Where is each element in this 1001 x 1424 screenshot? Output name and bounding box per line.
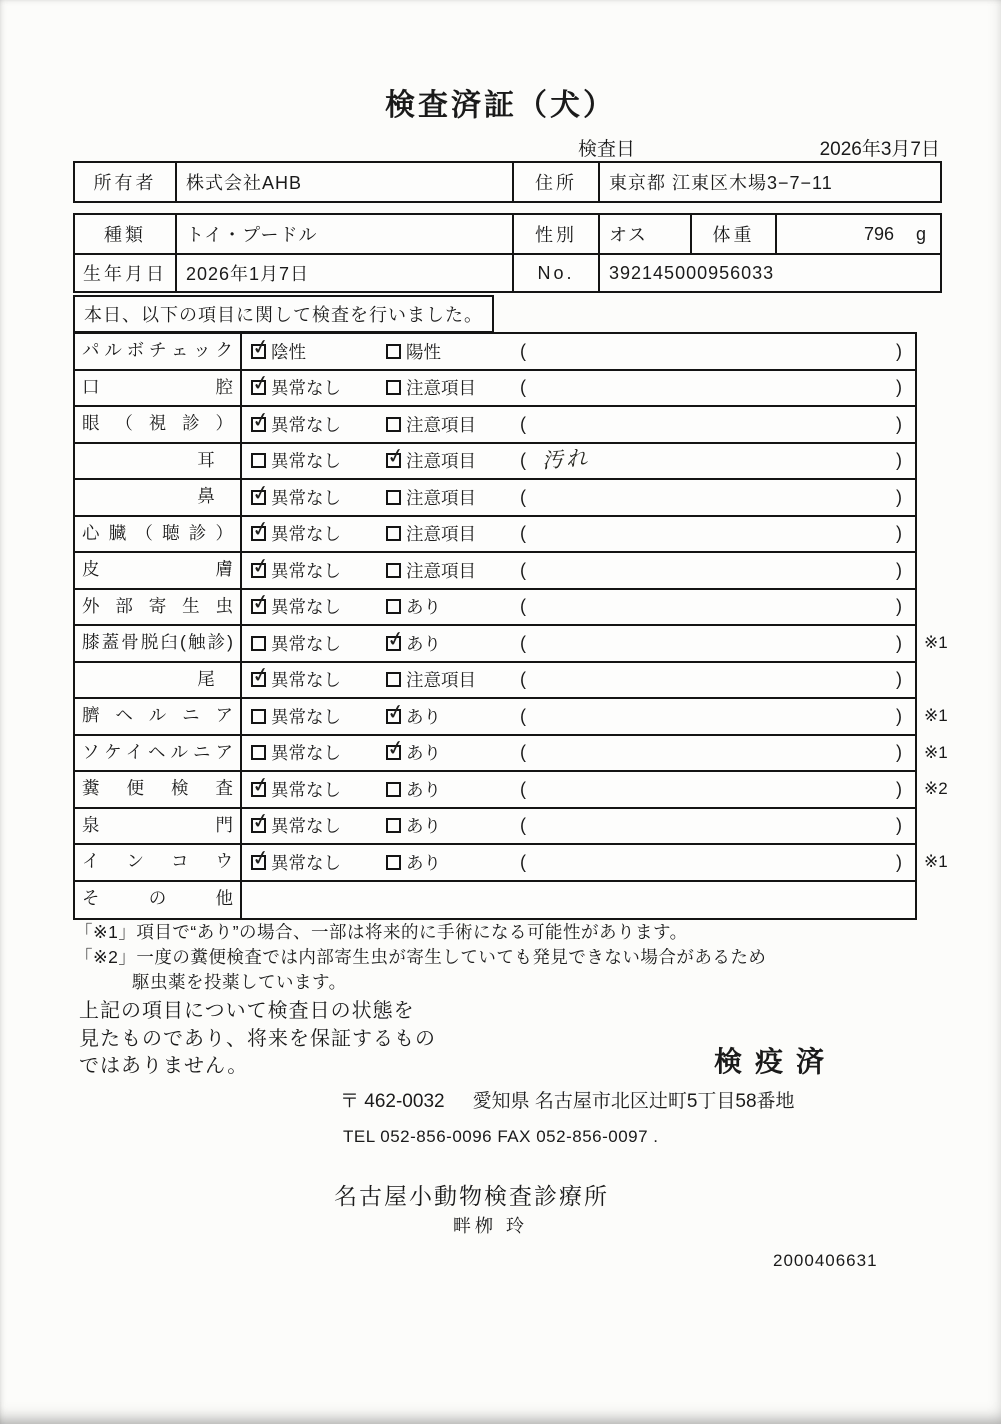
examiner-name: 畔栁 玲 — [453, 1216, 529, 1236]
item-label: 尾 — [75, 663, 242, 698]
note-cell — [512, 590, 915, 625]
disclaimer-line2: 見たものであり、将来を保証するもの — [79, 1027, 436, 1050]
check-mark-icon: ✓ — [250, 480, 272, 507]
weight-label: 体重 — [692, 215, 777, 253]
checkbox — [385, 443, 407, 470]
weight-unit: g — [915, 223, 926, 244]
checkbox — [386, 380, 401, 395]
close-paren-icon: ) — [896, 340, 902, 361]
checkbox — [250, 370, 272, 397]
footnotes-block — [75, 920, 766, 995]
weight-value: 796 — [863, 223, 894, 244]
checkbox — [385, 626, 407, 653]
option-2 — [377, 517, 512, 552]
disclaimer-line1: 上記の項目について検査日の状態を — [79, 1000, 415, 1022]
option-label: 異常なし — [271, 597, 341, 618]
option-1 — [242, 480, 377, 515]
option-label: 異常なし — [271, 670, 341, 691]
checkbox — [385, 699, 407, 726]
note-cell — [512, 480, 915, 515]
inspection-row — [75, 882, 915, 919]
check-mark-icon: ✓ — [250, 370, 272, 397]
close-paren-icon: ) — [896, 669, 902, 690]
quarantine-stamp: 検疫済 — [714, 1046, 838, 1077]
checkbox — [250, 334, 272, 361]
owner-value: 株式会社AHB — [177, 163, 514, 201]
item-label: パルボチェック — [75, 334, 242, 369]
check-mark-icon: ✓ — [250, 772, 272, 799]
item-label: 臍ヘルニア — [75, 699, 242, 734]
option-1 — [242, 845, 377, 880]
sex-value: オス — [600, 215, 692, 253]
footnote-marker: ※1 — [924, 706, 948, 726]
option-1 — [242, 444, 377, 479]
inspection-row — [75, 444, 915, 481]
option-2 — [377, 845, 512, 880]
option-label: 陰性 — [271, 341, 306, 362]
option-label: 異常なし — [271, 816, 341, 837]
item-label: インコウ — [75, 845, 242, 880]
option-label: 注意項目 — [406, 670, 476, 691]
checkbox — [386, 782, 401, 797]
note-cell — [512, 845, 915, 880]
checkbox — [251, 453, 266, 468]
clinic-address: 愛知県 名古屋市北区辻町5丁目58番地 — [472, 1091, 795, 1112]
owner-table — [73, 161, 942, 203]
option-label: 注意項目 — [406, 378, 476, 399]
note-cell — [512, 553, 915, 588]
option-label: 異常なし — [271, 852, 341, 873]
option-2 — [377, 407, 512, 442]
address-value: 東京都 江東区木場3−7−11 — [609, 173, 833, 193]
option-label: 異常なし — [271, 378, 341, 399]
footnote-1: 「※1」項目で“あり”の場合、一部は将来的に手術になる可能性があります。 — [75, 922, 688, 942]
checkbox — [386, 672, 401, 687]
close-paren-icon: ) — [896, 632, 902, 653]
option-label: あり — [406, 779, 441, 800]
checkbox — [250, 480, 272, 507]
breed-value: トイ・プードル — [177, 215, 514, 253]
close-paren-icon: ) — [896, 596, 902, 617]
check-mark-icon: ✓ — [250, 407, 272, 434]
inspection-row — [75, 517, 915, 554]
option-label: 陽性 — [406, 341, 441, 362]
pet-info-table — [73, 213, 942, 293]
postal-code: 〒 462-0032 — [340, 1091, 445, 1112]
open-paren-icon: ( — [520, 523, 526, 544]
close-paren-icon: ) — [896, 413, 902, 434]
option-label: あり — [406, 706, 441, 727]
inspection-row — [75, 553, 915, 590]
open-paren-icon: ( — [520, 705, 526, 726]
item-label: 皮膚 — [75, 553, 242, 588]
checkbox — [386, 599, 401, 614]
close-paren-icon: ) — [896, 450, 902, 471]
check-mark-icon: ✓ — [250, 516, 272, 543]
option-2 — [377, 663, 512, 698]
item-label: 鼻 — [75, 480, 242, 515]
note-cell — [512, 517, 915, 552]
note-cell — [512, 334, 915, 369]
page-title: 検査済証（犬） — [385, 89, 616, 122]
clinic-postal-line — [340, 1086, 795, 1113]
option-1 — [242, 699, 377, 734]
option-2 — [377, 334, 512, 369]
inspection-row — [75, 371, 915, 408]
clinic-name: 名古屋小動物検査診療所 — [334, 1183, 609, 1209]
checkbox — [386, 563, 401, 578]
close-paren-icon: ) — [896, 705, 902, 726]
option-label: 異常なし — [271, 706, 341, 727]
option-label: 異常なし — [271, 487, 341, 508]
checkbox — [386, 818, 401, 833]
close-paren-icon: ) — [896, 742, 902, 763]
checkbox — [250, 589, 272, 616]
intro-text: 本日、以下の項目に関して検査を行いました。 — [73, 295, 494, 333]
option-label: あり — [406, 852, 441, 873]
breed-label: 種類 — [75, 215, 177, 253]
item-label: 糞便検査 — [75, 772, 242, 807]
item-label: ソケイヘルニア — [75, 736, 242, 771]
check-mark-icon: ✓ — [385, 626, 407, 653]
check-mark-icon: ✓ — [250, 662, 272, 689]
inspection-row — [75, 699, 948, 736]
option-label: 注意項目 — [406, 451, 476, 472]
inspection-row — [75, 626, 948, 663]
owner-label: 所有者 — [75, 163, 177, 201]
note-cell — [512, 736, 915, 771]
inspection-row — [75, 590, 915, 627]
item-label: その他 — [75, 882, 242, 919]
close-paren-icon: ) — [896, 815, 902, 836]
option-1 — [242, 517, 377, 552]
note-cell — [512, 809, 915, 844]
open-paren-icon: ( — [520, 413, 526, 434]
option-2 — [377, 371, 512, 406]
birthdate-value: 2026年1月7日 — [177, 255, 514, 291]
option-label: 異常なし — [271, 779, 341, 800]
clinic-tel-fax: TEL 052-856-0096 FAX 052-856-0097 . — [343, 1127, 659, 1146]
no-value: 392145000956033 — [609, 262, 775, 283]
inspection-date-value: 2026年3月7日 — [819, 139, 940, 160]
option-2 — [377, 553, 512, 588]
birthdate-row — [75, 253, 940, 291]
spacer — [445, 1086, 473, 1113]
footnote-marker: ※1 — [924, 852, 948, 872]
birthdate-label: 生年月日 — [75, 255, 177, 291]
note-text: 汚れ — [541, 446, 591, 473]
option-1 — [242, 371, 377, 406]
close-paren-icon: ) — [896, 377, 902, 398]
close-paren-icon: ) — [896, 523, 902, 544]
checkbox — [386, 417, 401, 432]
close-paren-icon: ) — [896, 778, 902, 799]
option-2 — [377, 444, 512, 479]
checkbox — [386, 526, 401, 541]
item-label: 泉門 — [75, 809, 242, 844]
check-mark-icon: ✓ — [385, 735, 407, 762]
inspection-date-label: 検査日 — [578, 139, 636, 160]
inspection-row — [75, 735, 948, 773]
footnote-marker: ※2 — [924, 779, 948, 799]
option-1 — [242, 663, 377, 698]
option-label: 注意項目 — [406, 414, 476, 435]
option-1 — [242, 809, 377, 844]
option-label: 異常なし — [271, 743, 341, 764]
option-1 — [242, 736, 377, 771]
item-label: 口腔 — [75, 371, 242, 406]
option-label: 注意項目 — [406, 524, 476, 545]
inspection-row — [75, 334, 915, 371]
note-cell — [512, 444, 915, 479]
option-2 — [377, 772, 512, 807]
option-label: あり — [406, 633, 441, 654]
inspection-row — [75, 480, 915, 517]
inspection-row — [75, 772, 948, 809]
check-mark-icon: ✓ — [385, 443, 407, 470]
option-2 — [377, 736, 512, 771]
open-paren-icon: ( — [520, 450, 526, 471]
inspection-row — [75, 809, 915, 846]
option-2 — [377, 626, 512, 661]
note-cell — [512, 626, 915, 661]
note-cell — [512, 663, 915, 698]
item-label: 心臓（聴診） — [75, 517, 242, 552]
checkbox — [250, 553, 272, 580]
close-paren-icon: ) — [896, 486, 902, 507]
checkbox — [250, 407, 272, 434]
breed-row — [75, 215, 940, 253]
note-cell — [512, 699, 915, 734]
footnote-2-line2: 駆虫薬を投薬しています。 — [132, 971, 347, 992]
owner-row — [75, 163, 940, 201]
option-label: あり — [406, 597, 441, 618]
check-mark-icon: ✓ — [250, 589, 272, 616]
checkbox — [250, 808, 272, 835]
option-2 — [377, 699, 512, 734]
note-cell — [512, 772, 915, 807]
close-paren-icon: ) — [896, 851, 902, 872]
inspection-table — [73, 332, 948, 920]
option-1 — [242, 772, 377, 807]
note-cell — [512, 371, 915, 406]
open-paren-icon: ( — [520, 340, 526, 361]
open-paren-icon: ( — [520, 559, 526, 580]
checkbox — [386, 855, 401, 870]
checkbox — [386, 344, 401, 359]
option-label: 異常なし — [271, 451, 341, 472]
option-label: 異常なし — [271, 633, 341, 654]
checkbox — [385, 735, 407, 762]
option-2 — [377, 480, 512, 515]
option-1 — [242, 553, 377, 588]
option-label: 異常なし — [271, 524, 341, 545]
checkbox — [386, 490, 401, 505]
weight-cell — [777, 215, 940, 253]
disclaimer-block — [79, 998, 436, 1081]
disclaimer-line3: ではありません。 — [79, 1055, 249, 1078]
open-paren-icon: ( — [520, 778, 526, 799]
open-paren-icon: ( — [520, 815, 526, 836]
checkbox — [251, 636, 266, 651]
checkbox — [251, 709, 266, 724]
checkbox — [250, 845, 272, 872]
footnote-marker: ※1 — [924, 633, 948, 653]
check-mark-icon: ✓ — [250, 553, 272, 580]
option-1 — [242, 590, 377, 625]
open-paren-icon: ( — [520, 486, 526, 507]
check-mark-icon: ✓ — [250, 808, 272, 835]
address-label: 住所 — [514, 163, 600, 201]
option-label: あり — [406, 816, 441, 837]
footnote-2-line1: 「※2」一度の糞便検査では内部寄生虫が寄生していても発見できない場合があるため — [75, 946, 767, 967]
check-mark-icon: ✓ — [250, 845, 272, 872]
inspection-date-row — [578, 134, 940, 161]
check-mark-icon: ✓ — [385, 699, 407, 726]
open-paren-icon: ( — [520, 632, 526, 653]
no-label: No. — [514, 255, 600, 291]
checkbox — [250, 772, 272, 799]
sex-label: 性別 — [514, 215, 600, 253]
option-label: 異常なし — [271, 414, 341, 435]
open-paren-icon: ( — [520, 596, 526, 617]
item-label: 眼（視診） — [75, 407, 242, 442]
inspection-row — [75, 845, 948, 882]
check-mark-icon: ✓ — [250, 334, 272, 361]
item-label: 耳 — [75, 444, 242, 479]
close-paren-icon: ) — [896, 559, 902, 580]
open-paren-icon: ( — [520, 669, 526, 690]
option-1 — [242, 334, 377, 369]
option-2 — [377, 809, 512, 844]
open-paren-icon: ( — [520, 851, 526, 872]
serial-number: 2000406631 — [773, 1251, 878, 1270]
item-label: 膝蓋骨脱臼(触診) — [75, 626, 242, 661]
option-label: 注意項目 — [406, 487, 476, 508]
option-label: あり — [406, 743, 441, 764]
option-1 — [242, 626, 377, 661]
checkbox — [250, 662, 272, 689]
item-label: 外部寄生虫 — [75, 590, 242, 625]
checkbox — [251, 745, 266, 760]
option-2 — [377, 590, 512, 625]
checkbox — [250, 516, 272, 543]
option-label: 注意項目 — [406, 560, 476, 581]
inspection-row — [75, 663, 915, 700]
open-paren-icon: ( — [520, 742, 526, 763]
footnote-marker: ※1 — [924, 742, 948, 762]
option-1 — [242, 407, 377, 442]
open-paren-icon: ( — [520, 377, 526, 398]
option-label: 異常なし — [271, 560, 341, 581]
